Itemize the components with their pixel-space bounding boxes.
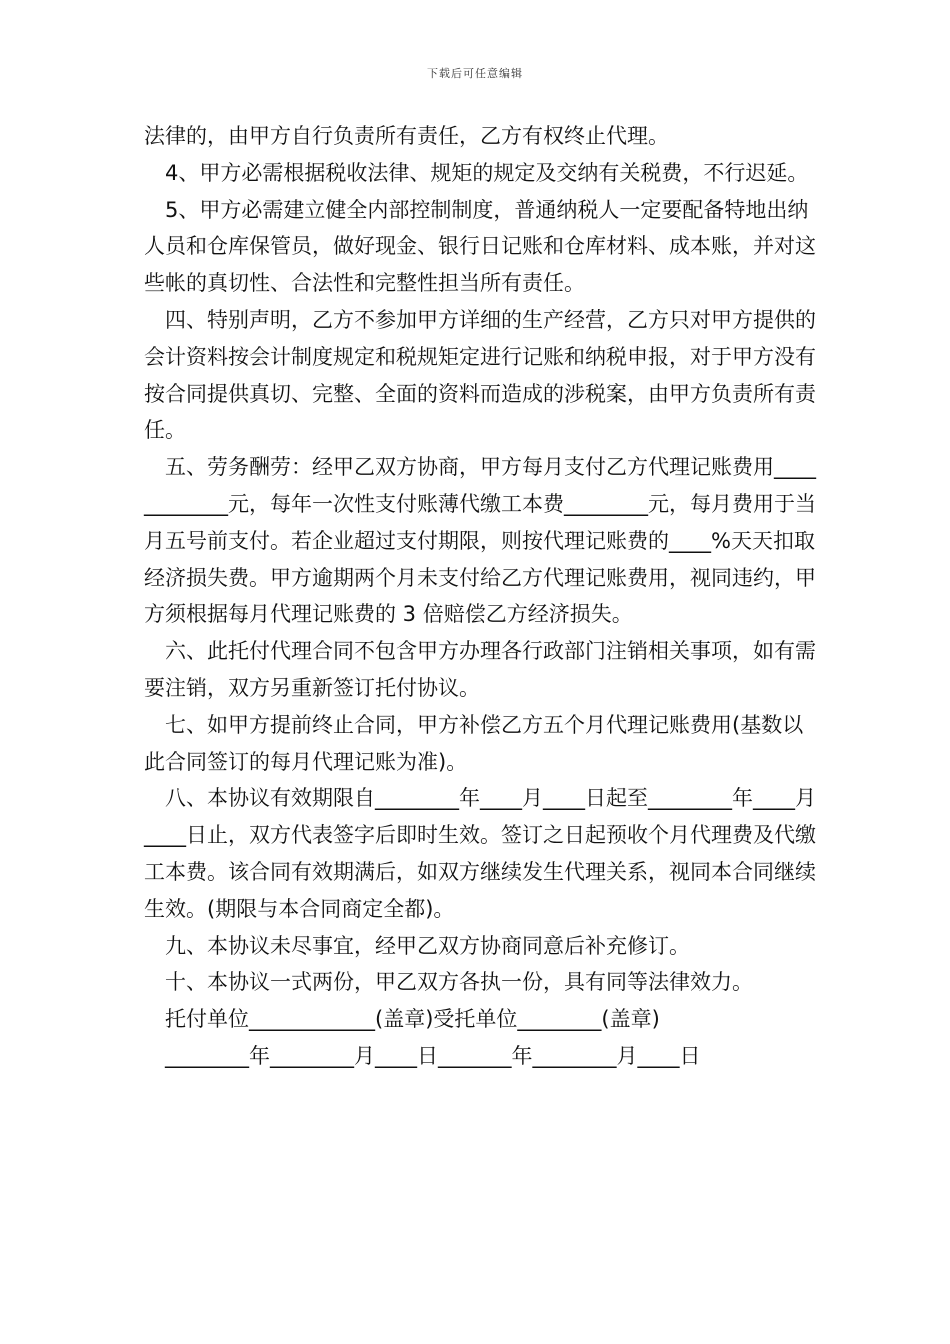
paragraph-section-10: 十、本协议一式两份，甲乙双方各执一份，具有同等法律效力。: [165, 970, 753, 995]
paragraph-clause-4: 4、甲方必需根据税收法律、规矩的规定及交纳有关税费，不行迟延。: [165, 160, 809, 185]
page-header: 下载后可任意编辑: [427, 67, 523, 80]
document-body: [144, 118, 824, 1075]
paragraph-section-8: 八、本协议有效期限自________年____月____日起至________年____月____日止，双方代表签字后即时生效。签订之日起预收个月代理费及代缴工本费。该合同有效期满后，如双方继续发生代理关系，视同本合同继续生效。(期限与本合同商定全都)。: [144, 786, 816, 921]
signature-units: 托付单位____________(盖章)受托单位________(盖章): [165, 1007, 660, 1032]
paragraph-section-5: 五、劳务酬劳：经甲乙双方协商，甲方每月支付乙方代理记账费用____________元，每年一次性支付账薄代缴工本费________元，每月费用于当月五号前支付。若企业超过支付期限，则按代理记账费的____%天天扣取经济损失费。甲方逾期两个月未支付给乙方代理记账费用，视同违约，甲方须根据每月代理记账费的 3 倍赔偿乙方经济损失。: [144, 455, 816, 627]
paragraph-section-7: 七、如甲方提前终止合同，甲方补偿乙方五个月代理记账费用(基数以此合同签订的每月代理记账为准)。: [144, 712, 804, 774]
paragraph-section-9: 九、本协议未尽事宜，经甲乙双方协商同意后补充修订。: [165, 933, 690, 958]
paragraph-section-6: 六、此托付代理合同不包含甲方办理各行政部门注销相关事项，如有需要注销，双方另重新签订托付协议。: [144, 639, 816, 700]
signature-dates: ________年________月____日_______年________月____日: [165, 1043, 701, 1068]
paragraph-1: 法律的，由甲方自行负责所有责任，乙方有权终止代理。: [144, 124, 669, 148]
paragraph-section-4: 四、特别声明，乙方不参加甲方详细的生产经营，乙方只对甲方提供的会计资料按会计制度规定和税规矩定进行记账和纳税申报，对于甲方没有按合同提供真切、完整、全面的资料而造成的涉税案，由甲方负责所有责任。: [144, 307, 816, 443]
paragraph-clause-5: 5、甲方必需建立健全内部控制制度，普通纳税人一定要配备特地出纳人员和仓库保管员，做好现金、银行日记账和仓库材料、成本账，并对这些帐的真切性、合法性和完整性担当所有责任。: [144, 197, 816, 296]
